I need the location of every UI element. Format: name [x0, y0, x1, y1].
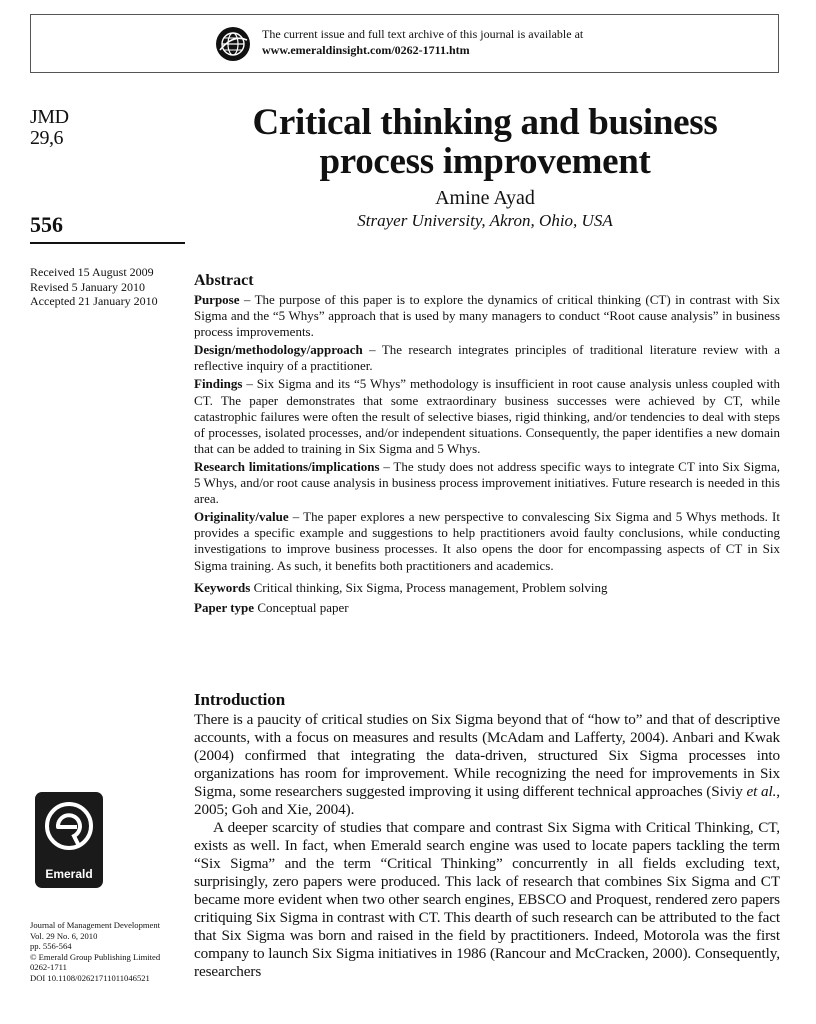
journal-volume: [30, 107, 185, 149]
margin-rule: [30, 242, 185, 244]
findings-label: Findings: [194, 376, 243, 392]
limitations-text: – The study does not address specific ways to integrate CT into Six Sigma, 5 Whys, and/or root cause analysis in business process improvement initiatives. Future research is needed in this area.: [194, 458, 780, 507]
papertype-text: Conceptual paper: [254, 599, 349, 615]
emerald-logo: [35, 792, 103, 888]
abstract-purpose: [194, 292, 780, 340]
findings-text: – Six Sigma and its “5 Whys” methodology is insufficient in root cause analysis unless coupled with CT. The paper demonstrates that some extraordinary business successes were achieved by CT, while catastrophic failures were often the result of selective biases, rigid thinking, and/or tendencies to deal with steps of processes, isolated processes, and/or independent situations. Consequently, the paper identifies a new domain that can be added to training in Six Sigma and 5 Whys.: [194, 376, 780, 456]
citation-journal: Journal of Management Development: [30, 920, 161, 930]
revised-date: Revised 5 January 2010: [30, 279, 145, 294]
papertype-label: Paper type: [194, 599, 255, 615]
journal-abbr: JMD: [30, 106, 69, 128]
emerald-wordmark: Emerald: [45, 867, 93, 881]
page-number: 556: [30, 212, 63, 237]
received-date: Received 15 August 2009: [30, 265, 154, 279]
originality-label: Originality/value: [194, 509, 289, 525]
abstract-heading: Abstract: [194, 272, 254, 289]
citation-block: [30, 920, 190, 984]
volume-issue: 29,6: [30, 127, 63, 149]
keywords-label: Keywords: [194, 579, 251, 595]
author-affiliation: Strayer University, Akron, Ohio, USA: [357, 211, 613, 230]
author-name: Amine Ayad: [435, 187, 535, 209]
intro-paragraph: [194, 711, 780, 819]
keywords-text: Critical thinking, Six Sigma, Process management, Problem solving: [250, 579, 608, 595]
citation-pages: pp. 556-564: [30, 941, 72, 952]
purpose-text: – The purpose of this paper is to explore the dynamics of critical thinking (CT) in contrast with Six Sigma and the “5 Whys” approach that is used by many managers to conduct “Root cause analysis” in business process improvements.: [194, 292, 780, 340]
abstract-originality: [194, 509, 780, 573]
emerald-mark-icon: [44, 800, 94, 858]
intro-p1-text-end: , 2005; Goh and Xie, 2004).: [194, 783, 780, 818]
accepted-date: Accepted 21 January 2010: [30, 294, 158, 308]
abstract-paper-type: [194, 600, 780, 616]
introduction-section: [194, 690, 780, 981]
limitations-label: Research limitations/implications: [194, 458, 380, 474]
originality-text: – The paper explores a new perspective to convalescing Six Sigma and 5 Whys methods. It provides a specific example and suggestions to help practitioners avoid faulty conclusions, while conducting investigations to improve business processes. It also opens the door for encompassing aspects of CT in Six Sigma training. As such, it benefits both practitioners and academics.: [194, 509, 780, 573]
intro-p1-text: There is a paucity of critical studies on Six Sigma beyond that of “how to” and that of descriptive accounts, with a focus on measures and results (McAdam and Lafferty, 2004). Anbari and Kwak (2004) confirmed that integrating the data-driven, structured Six Sigma processes into organizations has room for improvement. While recognizing the need for improvements in Six Sigma, some researchers suggested improving it using different technical approaches (Siviy: [194, 711, 780, 800]
title-line: process improvement: [319, 141, 651, 182]
introduction-heading: Introduction: [194, 690, 286, 709]
abstract-section: [194, 272, 780, 618]
citation-issn: 0262-1711: [30, 962, 67, 973]
citation-volume: Vol. 29 No. 6, 2010: [30, 930, 98, 941]
paper-title: [190, 103, 780, 181]
purpose-label: Purpose: [194, 292, 240, 307]
intro-p1-etal: et al.: [746, 783, 777, 800]
intro-paragraph: A deeper scarcity of studies that compare and contrast Six Sigma with Critical Thinking, CT, exists as well. In fact, when Emerald search engine was used to locate papers tackling the term “Six Sigma” and the term “Critical Thinking” concurrently in all fields excluding text, surprisingly, zero papers were produced. This lack of research that combines Six Sigma and CT became more evident when two other search engines, EBSCO and Proquest, rendered zero papers critiquing Six Sigma in contrast with CT. This dearth of such research can be attributed to the fact that Six Sigma was born and raised in the field by practitioners. Indeed, Motorola was the first company to launch Six Sigma initiatives in 1986 (Rancour and McCracken, 2000). Consequently, researchers: [194, 819, 780, 980]
citation-copyright: © Emerald Group Publishing Limited: [30, 951, 161, 962]
abstract-limitations: [194, 459, 780, 507]
submission-dates: [30, 265, 185, 309]
design-text: – The research integrates principles of traditional literature review with a reflective inquiry of a practitioner.: [194, 342, 780, 374]
abstract-findings: [194, 376, 780, 456]
journal-archive-banner: [30, 14, 779, 73]
globe-icon: [215, 26, 251, 62]
title-line: Critical thinking and business: [252, 102, 718, 143]
citation-doi: DOI 10.1108/02621711011046521: [30, 972, 150, 983]
abstract-design: [194, 342, 780, 374]
abstract-keywords: [194, 580, 780, 596]
journal-url[interactable]: www.emeraldinsight.com/0262-1711.htm: [262, 43, 470, 57]
design-label: Design/methodology/approach: [194, 342, 363, 358]
banner-line: The current issue and full text archive of this journal is available at: [262, 27, 584, 41]
